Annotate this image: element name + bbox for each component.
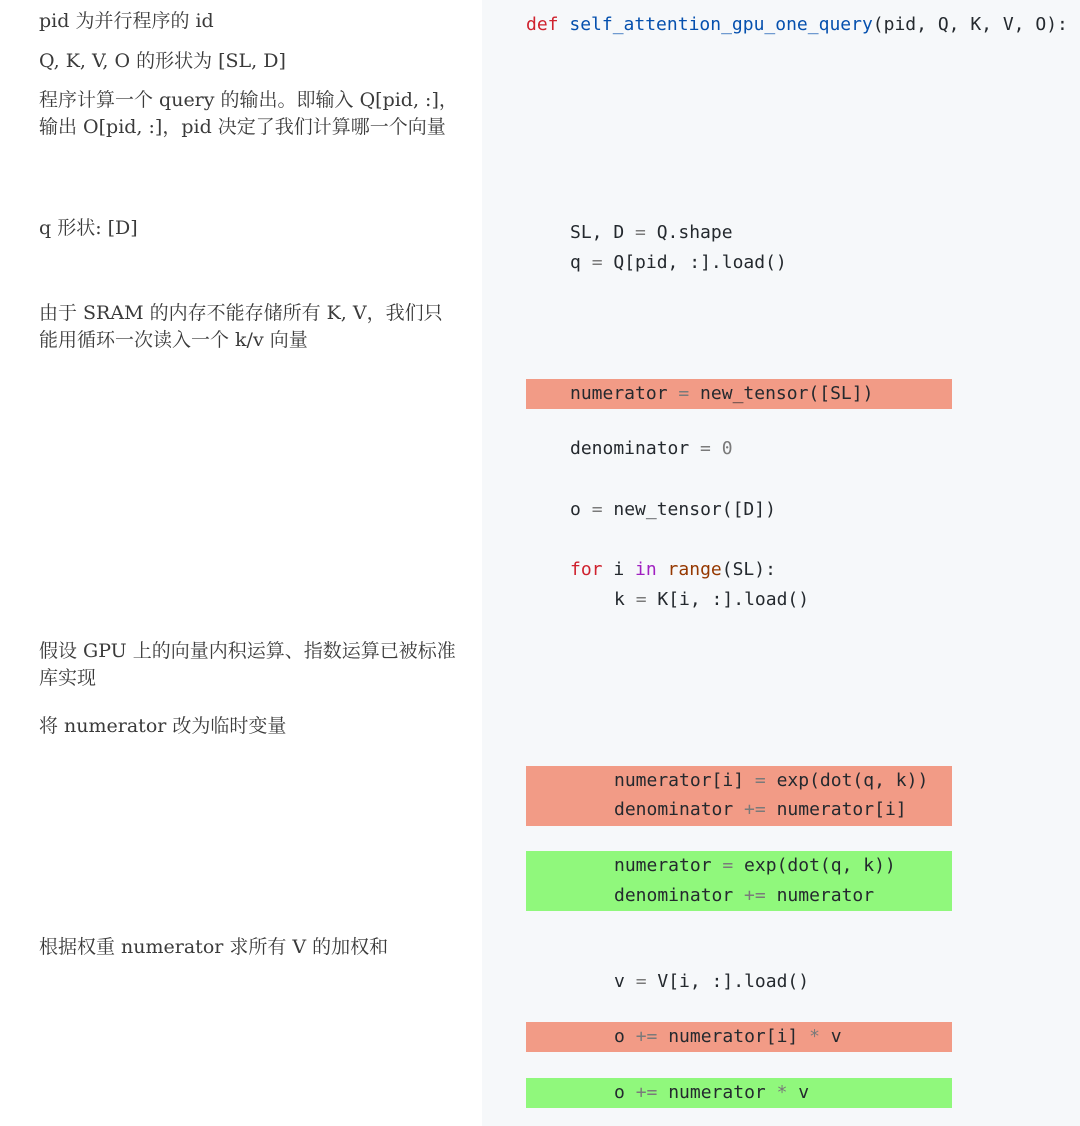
function-name: self_attention_gpu_one_query [569,14,873,35]
code-token: denominator [614,799,745,820]
note-weighted-sum: 根据权重 numerator 求所有 V 的加权和 [39,936,389,958]
code-line-removed-denominator [614,798,907,822]
code-token: numerator[i] [614,770,755,791]
code-token: numerator [765,885,875,906]
note-numerator-temp: 将 numerator 改为临时变量 [39,715,287,737]
code-token: V[i, :].load() [646,971,810,992]
operator: = [591,252,603,273]
note-shapes: Q, K, V, O 的形状为 [SL, D] [39,50,286,72]
code-line-numerator-alloc [570,382,873,406]
code-token: o [570,499,592,520]
code-line-shape [570,221,733,245]
code-line-load-v [614,970,809,994]
operator: += [744,885,766,906]
code-line-for-loop [570,558,776,582]
code-token: k [614,589,636,610]
note-query-output: 程序计算一个 query 的输出。即输入 Q[pid, :]， 输出 O[pid, :]，pid 决定了我们计算哪一个向量 [39,89,458,138]
operator: = [754,770,766,791]
code-token: K[i, :].load() [646,589,810,610]
operator: = [678,383,690,404]
code-token: numerator [657,1082,777,1103]
code-token: Q.shape [645,222,733,243]
number-literal: 0 [710,438,733,459]
operator: += [744,799,766,820]
notes-column [0,0,482,1126]
note-pid: pid 为并行程序的 id [39,10,214,32]
code-token: o [614,1026,636,1047]
code-line-denominator-init [570,437,733,461]
keyword-for: for [570,559,603,580]
code-token: i [602,559,636,580]
code-token: (SL): [721,559,776,580]
note-q-shape: q 形状: [D] [39,217,138,239]
code-token: new_tensor([D]) [602,499,776,520]
code-token: o [614,1082,636,1103]
keyword-def: def [526,14,559,35]
operator: = [722,855,734,876]
code-token: numerator[i] [765,799,907,820]
note-sram: 由于 SRAM 的内存不能存储所有 K, V，我们只能用循环一次读入一个 k/v 向量 [39,302,443,351]
code-token: q [570,252,592,273]
code-token: numerator [570,383,679,404]
builtin-range: range [656,559,722,580]
operator: += [635,1026,658,1047]
keyword-in: in [635,559,657,580]
code-token: denominator [570,438,701,459]
code-token: numerator[i] [657,1026,810,1047]
operator: * [809,1026,820,1047]
code-token: denominator [614,885,745,906]
code-token: exp(dot(q, k)) [765,770,929,791]
note-gpu-ops: 假设 GPU 上的向量内积运算、指数运算已被标准库实现 [39,640,456,689]
operator: = [700,438,711,459]
operator: = [635,222,646,243]
function-params: (pid, Q, K, V, O): [872,14,1068,35]
code-token: exp(dot(q, k)) [733,855,896,876]
code-token: numerator [614,855,723,876]
code-line-o-alloc [570,498,776,522]
code-token: v [787,1082,810,1103]
code-token: Q[pid, :].load() [602,252,787,273]
operator: = [591,499,603,520]
code-token: SL, D [570,222,636,243]
code-line-load-q [570,251,787,275]
code-token: new_tensor([SL]) [689,383,874,404]
code-line-added-numerator [614,854,896,878]
code-line-def [526,13,1068,37]
code-token: v [819,1026,842,1047]
operator: = [635,589,647,610]
operator: * [776,1082,788,1103]
operator: += [635,1082,658,1103]
code-line-removed-numerator-i [614,769,928,793]
code-token: v [614,971,636,992]
code-line-removed-accumulate [614,1025,842,1049]
code-line-added-denominator [614,884,874,908]
code-line-load-k [614,588,809,612]
operator: = [635,971,647,992]
code-line-added-accumulate [614,1081,809,1105]
